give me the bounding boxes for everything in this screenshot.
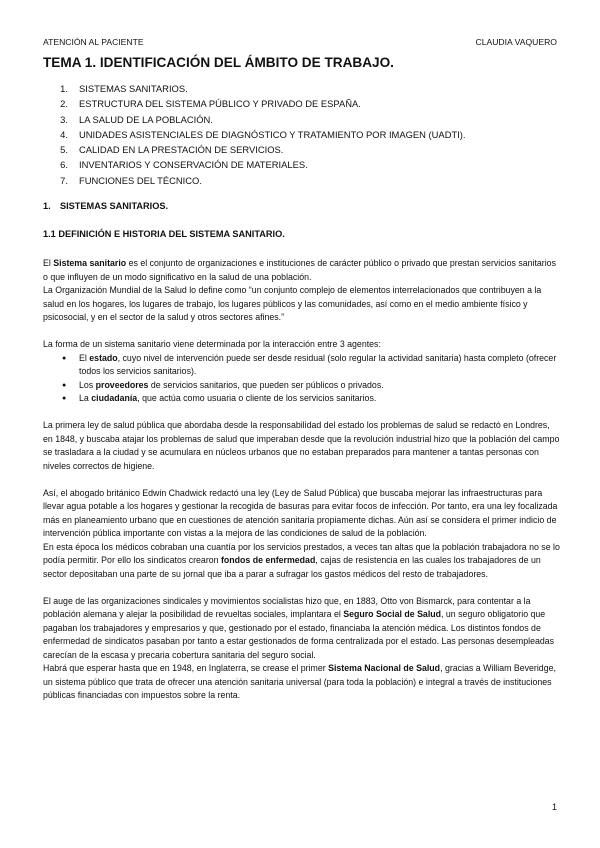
paragraph: Habrá que esperar hasta que en 1948, en Inglaterra, se crease el primer Sistema Nacional de Salud, gracias a William Beveridge, un sistema público que trata de ofrecer una atención sanitaria universal (para toda la población) e integral a través de instituciones públicas financiadas con impuestos sobre la renta. [43, 663, 556, 700]
toc-item: 5. CALIDAD EN LA PRESTACIÓN DE SERVICIOS. [60, 144, 284, 156]
paragraph: La primera ley de salud pública que abordaba desde la responsabilidad del estado los problemas de salud se redactó en Londres, en 1848, y buscaba atajar los problemas de salud que imperaban desde que la revolución industrial hizo que la población del campo se trasladara a la ciudad y se acumulara en núcleos urbanos que no estaban preparados para mantener a tantas personas con niveles correctos de higiene. [43, 420, 560, 471]
subsection-heading: 1.1 DEFINICIÓN E HISTORIA DEL SISTEMA SANITARIO. [43, 229, 285, 239]
header-author: CLAUDIA VAQUERO [475, 37, 557, 47]
paragraph: El auge de las organizaciones sindicales y movimientos socialistas hizo que, en 1883, Otto von Bismarck, para contentar a la población alemana y alejar la posibilidad de revueltas sociales, implantara el Seguro Social de Salud, un seguro obligatorio que pagaban los trabajadores y empresarios y que, gestionado por el estado, financiaba la atención médica. Los distintos fondos de enfermedad de sindicatos pasaban por tanto a estar gestionados de forma centralizada por el estado. Las personas desempleadas carecían de la escasa y precaria cobertura sanitaria del seguro social. [43, 595, 555, 660]
toc-item: 2. ESTRUCTURA DEL SISTEMA PÚBLICO Y PRIVADO DE ESPAÑA. [60, 98, 361, 110]
list-item: ● El estado, cuyo nivel de intervención puede ser desde residual (solo regular la actividad sanitaria) hasta completo (ofrecer todos los servicios sanitarios). [43, 352, 561, 379]
page-header [43, 37, 557, 47]
agents-list [43, 352, 561, 406]
page-number: 1 [551, 802, 557, 812]
paragraph: La Organización Mundial de la Salud lo define como “un conjunto complejo de elementos interrelacionados que contribuyen a la salud en los hogares, los lugares de trabajo, los lugares públicos y las comunidades, así como en el medio ambiente físico y psicosocial, y en el sector de la salud y otros sectores afines.” [43, 285, 542, 322]
toc-item: 6. INVENTARIOS Y CONSERVACIÓN DE MATERIALES. [60, 159, 308, 171]
list-item: ● La ciudadanía, que actúa como usuaria o cliente de los servicios sanitarios. [43, 392, 561, 406]
toc-item: 4. UNIDADES ASISTENCIALES DE DIAGNÓSTICO Y TRATAMIENTO POR IMAGEN (UADTI). [60, 128, 466, 140]
toc-item: 3. LA SALUD DE LA POBLACIÓN. [60, 113, 213, 125]
toc-item: 1. SISTEMAS SANITARIOS. [60, 83, 188, 94]
page-title: TEMA 1. IDENTIFICACIÓN DEL ÁMBITO DE TRABAJO. [43, 55, 394, 70]
paragraph: En esta época los médicos cobraban una cuantía por los servicios prestados, a veces tan altas que la población trabajadora no se lo podía permitir. Por ello los sindicatos crearon fondos de enfermedad, cajas de resistencia en las cuales los trabajadores de un sector depositaban una parte de su jornal que iba a parar a sufragar los gastos médicos del resto de trabajadores. [43, 541, 560, 579]
paragraph: El Sistema sanitario es el conjunto de organizaciones e instituciones de carácter público o privado que prestan servicios sanitarios o que influyen de un modo significativo en la salud de una población. [43, 258, 556, 282]
paragraph: La forma de un sistema sanitario viene determinada por la interacción entre 3 agentes: [43, 339, 381, 349]
table-of-contents [43, 81, 466, 188]
body-text [43, 257, 561, 703]
section-heading: 1. SISTEMAS SANITARIOS. [43, 201, 169, 211]
paragraph: Así, el abogado británico Edwin Chadwick redactó una ley (Ley de Salud Pública) que buscaba mejorar las infraestructuras para llevar agua potable a los hogares y gestionar la recogida de basuras para evitar focos de infección. Por tanto, era una ley focalizada más en planeamiento urbano que en cuestiones de atención sanitaria propiamente dichas. Aún así se considera el primer indicio de intervención pública importante con vistas a la mejora de las condiciones de salud de la población. [43, 487, 558, 538]
toc-item: 7. FUNCIONES DEL TÉCNICO. [60, 174, 202, 186]
list-item: ● Los proveedores de servicios sanitarios, que pueden ser públicos o privados. [43, 379, 561, 393]
header-course: ATENCIÓN AL PACIENTE [43, 37, 144, 47]
